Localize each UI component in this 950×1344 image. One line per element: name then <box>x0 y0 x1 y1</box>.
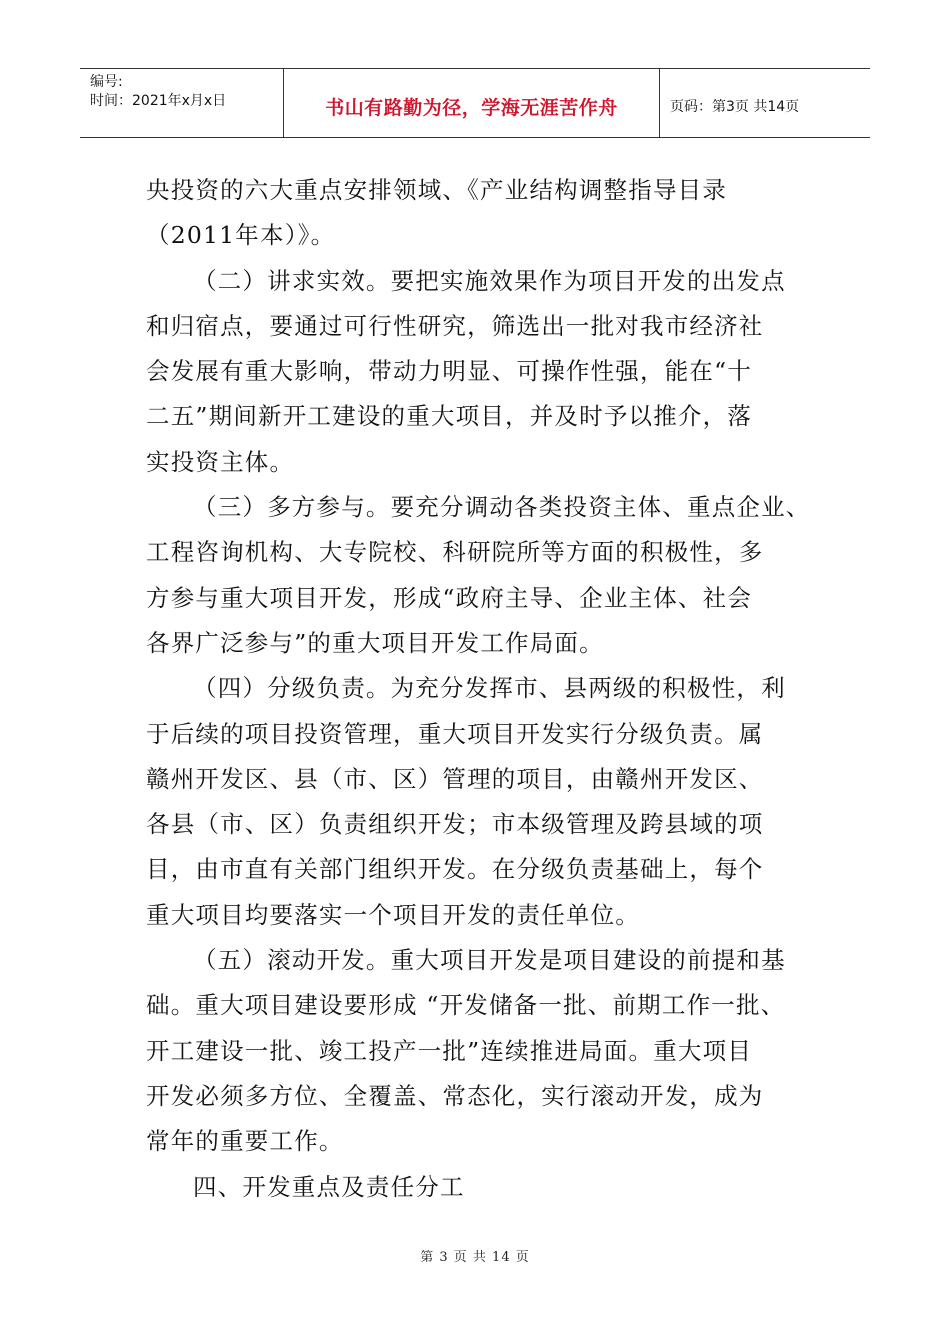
body-line: （三）多方参与。要充分调动各类投资主体、重点企业、 <box>193 493 811 522</box>
body-line: 工程咨询机构、大专院校、科研院所等方面的积极性，多 <box>146 538 764 567</box>
body-line: 二五”期间新开工建设的重大项目，并及时予以推介，落 <box>146 402 753 431</box>
page-header <box>80 68 870 138</box>
body-line: 赣州开发区、县（市、区）管理的项目，由赣州开发区、 <box>146 764 764 793</box>
body-line: 开发必须多方位、全覆盖、常态化，实行滚动开发，成为 <box>146 1081 764 1110</box>
body-line: （五）滚动开发。重大项目开发是项目建设的前提和基 <box>193 946 786 975</box>
body-line: 央投资的六大重点安排领域、《产业结构调整指导目录 <box>146 176 728 204</box>
header-slogan: 书山有路勤为径，学海无涯苦作舟 <box>325 96 618 119</box>
page-footer: 第 3 页 共 14 页 <box>420 1250 530 1265</box>
section-heading: 四、开发重点及责任分工 <box>193 1172 465 1201</box>
header-meta-cell <box>80 69 284 137</box>
header-page-indicator: 页码：第3页 共14页 <box>670 99 800 115</box>
body-line: 各界广泛参与”的重大项目开发工作局面。 <box>146 628 604 657</box>
body-line: 和归宿点，要通过可行性研究，筛选出一批对我市经济社 <box>146 311 764 340</box>
body-line: 重大项目均要落实一个项目开发的责任单位。 <box>146 900 640 929</box>
body-line: 实投资主体。 <box>146 447 295 476</box>
body-line: （2011年本）》。 <box>146 221 336 250</box>
document-date-label: 时间：2021年x月x日 <box>90 93 227 109</box>
body-line: 于后续的项目投资管理，重大项目开发实行分级负责。属 <box>146 719 764 748</box>
document-number-label: 编号: <box>90 74 123 90</box>
body-line: 目，由市直有关部门组织开发。在分级负责基础上，每个 <box>146 855 764 884</box>
document-body <box>146 168 836 1210</box>
body-line: 方参与重大项目开发，形成“政府主导、企业主体、社会 <box>146 583 753 612</box>
body-line: 础。重大项目建设要形成 “开发储备一批、前期工作一批、 <box>146 991 786 1020</box>
body-line: 各县（市、区）负责组织开发；市本级管理及跨县域的项 <box>146 810 764 839</box>
header-page-cell <box>660 69 870 137</box>
body-line: 常年的重要工作。 <box>146 1127 344 1156</box>
body-line: 会发展有重大影响，带动力明显、可操作性强，能在“十 <box>146 357 753 386</box>
header-slogan-cell <box>284 69 660 137</box>
body-line: （四）分级负责。为充分发挥市、县两级的积极性，利 <box>193 674 786 703</box>
body-line: （二）讲求实效。要把实施效果作为项目开发的出发点 <box>193 266 786 295</box>
body-line: 开工建设一批、竣工投产一批”连续推进局面。重大项目 <box>146 1036 753 1065</box>
